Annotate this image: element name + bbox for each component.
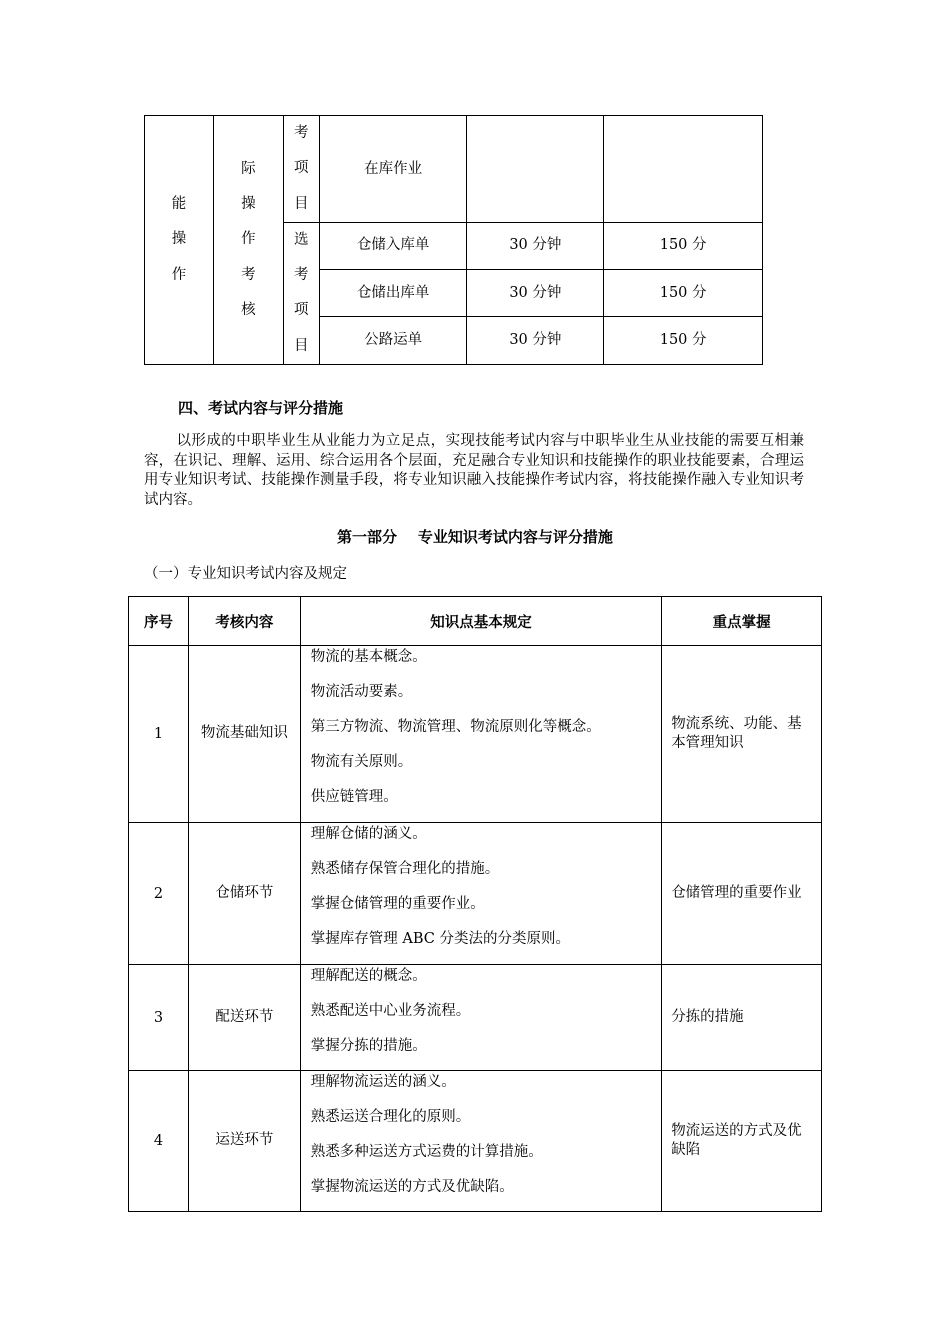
- part-heading: 第一部分 专业知识考试内容与评分措施: [337, 528, 613, 546]
- subcategory-cell: [213, 116, 283, 365]
- skill-exam-table: [144, 115, 763, 365]
- row-content: 配送环节: [188, 965, 300, 1071]
- row-no: 3: [129, 965, 189, 1071]
- vert-char: 目: [294, 195, 309, 212]
- point-item: 理解仓储的涵义。: [310, 826, 427, 842]
- point-item: 掌握分拣的措施。: [310, 1038, 427, 1054]
- vert-char: 考: [241, 266, 256, 283]
- point-item: 熟悉多种运送方式运费的计算措施。: [310, 1144, 543, 1160]
- time-cell: 30 分钟: [467, 269, 604, 317]
- vert-char: 考: [294, 125, 309, 141]
- point-item: 物流有关原则。: [310, 754, 413, 770]
- row-points: [300, 823, 661, 965]
- table-row: [129, 965, 822, 1071]
- time-cell: [467, 116, 604, 223]
- point-item: 物流活动要素。: [310, 684, 413, 700]
- time-cell: 30 分钟: [467, 317, 604, 365]
- paragraph-text: 以形成的中职毕业生从业能力为立足点，实现技能考试内容与中职毕业生从业技能的需要互相兼容，在识记、理解、运用、综合运用各个层面，充足融合专业知识和技能操作的职业技能要素，合理运用专业知识考试、技能操作测量手段，将专业知识融入技能操作考试内容，将技能操作融入专业知识考试内容。: [144, 433, 804, 508]
- row-points: [300, 646, 661, 823]
- row-no: 2: [129, 823, 189, 965]
- row-focus: 物流系统、功能、基本管理知识: [662, 646, 822, 823]
- row-focus: 仓储管理的重要作业: [662, 823, 822, 965]
- row-no: 1: [129, 646, 189, 823]
- point-item: 掌握库存管理 ABC 分类法的分类原则。: [310, 931, 570, 947]
- vert-char: 操: [171, 231, 187, 248]
- vert-char: 考: [294, 267, 309, 284]
- category-cell: [145, 116, 214, 365]
- score-cell: [604, 116, 763, 223]
- table-row: [129, 1071, 822, 1212]
- row-content: 仓储环节: [188, 823, 300, 965]
- point-item: 理解配送的概念。: [310, 968, 427, 984]
- time-cell: 30 分钟: [467, 222, 604, 269]
- header-focus: 重点掌握: [662, 597, 822, 646]
- section-heading: 四、考试内容与评分措施: [178, 399, 344, 417]
- vert-char: 作: [171, 266, 187, 283]
- row-points: [300, 965, 661, 1071]
- item-cell: 公路运单: [319, 317, 467, 365]
- vert-char: 项: [294, 302, 309, 319]
- score-cell: 150 分: [604, 269, 763, 317]
- score-cell: 150 分: [604, 222, 763, 269]
- required-items-cell: [283, 116, 319, 223]
- row-content: 运送环节: [188, 1071, 300, 1212]
- vert-char: 操: [241, 196, 256, 213]
- vert-char: 核: [241, 301, 256, 318]
- point-item: 物流的基本概念。: [310, 649, 427, 665]
- header-content: 考核内容: [188, 597, 300, 646]
- point-item: 掌握物流运送的方式及优缺陷。: [310, 1179, 514, 1195]
- point-item: 熟悉运送合理化的原则。: [310, 1109, 471, 1125]
- table-row: [129, 646, 822, 823]
- point-item: 熟悉配送中心业务流程。: [310, 1003, 471, 1019]
- point-item: 供应链管理。: [310, 789, 398, 805]
- item-cell: 仓储出库单: [319, 269, 467, 317]
- table-row: [129, 823, 822, 965]
- row-focus: 物流运送的方式及优缺陷: [662, 1071, 822, 1212]
- header-points: 知识点基本规定: [300, 597, 661, 646]
- point-item: 第三方物流、物流管理、物流原则化等概念。: [310, 719, 601, 735]
- point-item: 熟悉储存保管合理化的措施。: [310, 861, 500, 877]
- item-cell: 在库作业: [319, 116, 467, 223]
- row-points: [300, 1071, 661, 1212]
- point-item: 掌握仓储管理的重要作业。: [310, 896, 485, 912]
- row-content: 物流基础知识: [188, 646, 300, 823]
- optional-items-cell: [283, 222, 319, 364]
- row-no: 4: [129, 1071, 189, 1212]
- vert-char: 能: [171, 196, 187, 213]
- vert-char: 目: [294, 337, 309, 354]
- point-item: 理解物流运送的涵义。: [310, 1074, 456, 1090]
- item-cell: 仓储入库单: [319, 222, 467, 269]
- vert-char: 作: [241, 231, 256, 248]
- vert-char: 选: [294, 231, 309, 248]
- header-no: 序号: [129, 597, 189, 646]
- vert-char: 项: [294, 160, 309, 177]
- vert-char: 际: [241, 160, 256, 177]
- row-focus: 分拣的措施: [662, 965, 822, 1071]
- score-cell: 150 分: [604, 317, 763, 365]
- knowledge-exam-table: [128, 596, 822, 1212]
- subsection-heading: （一）专业知识考试内容及规定: [144, 566, 347, 582]
- section-paragraph: [144, 432, 804, 510]
